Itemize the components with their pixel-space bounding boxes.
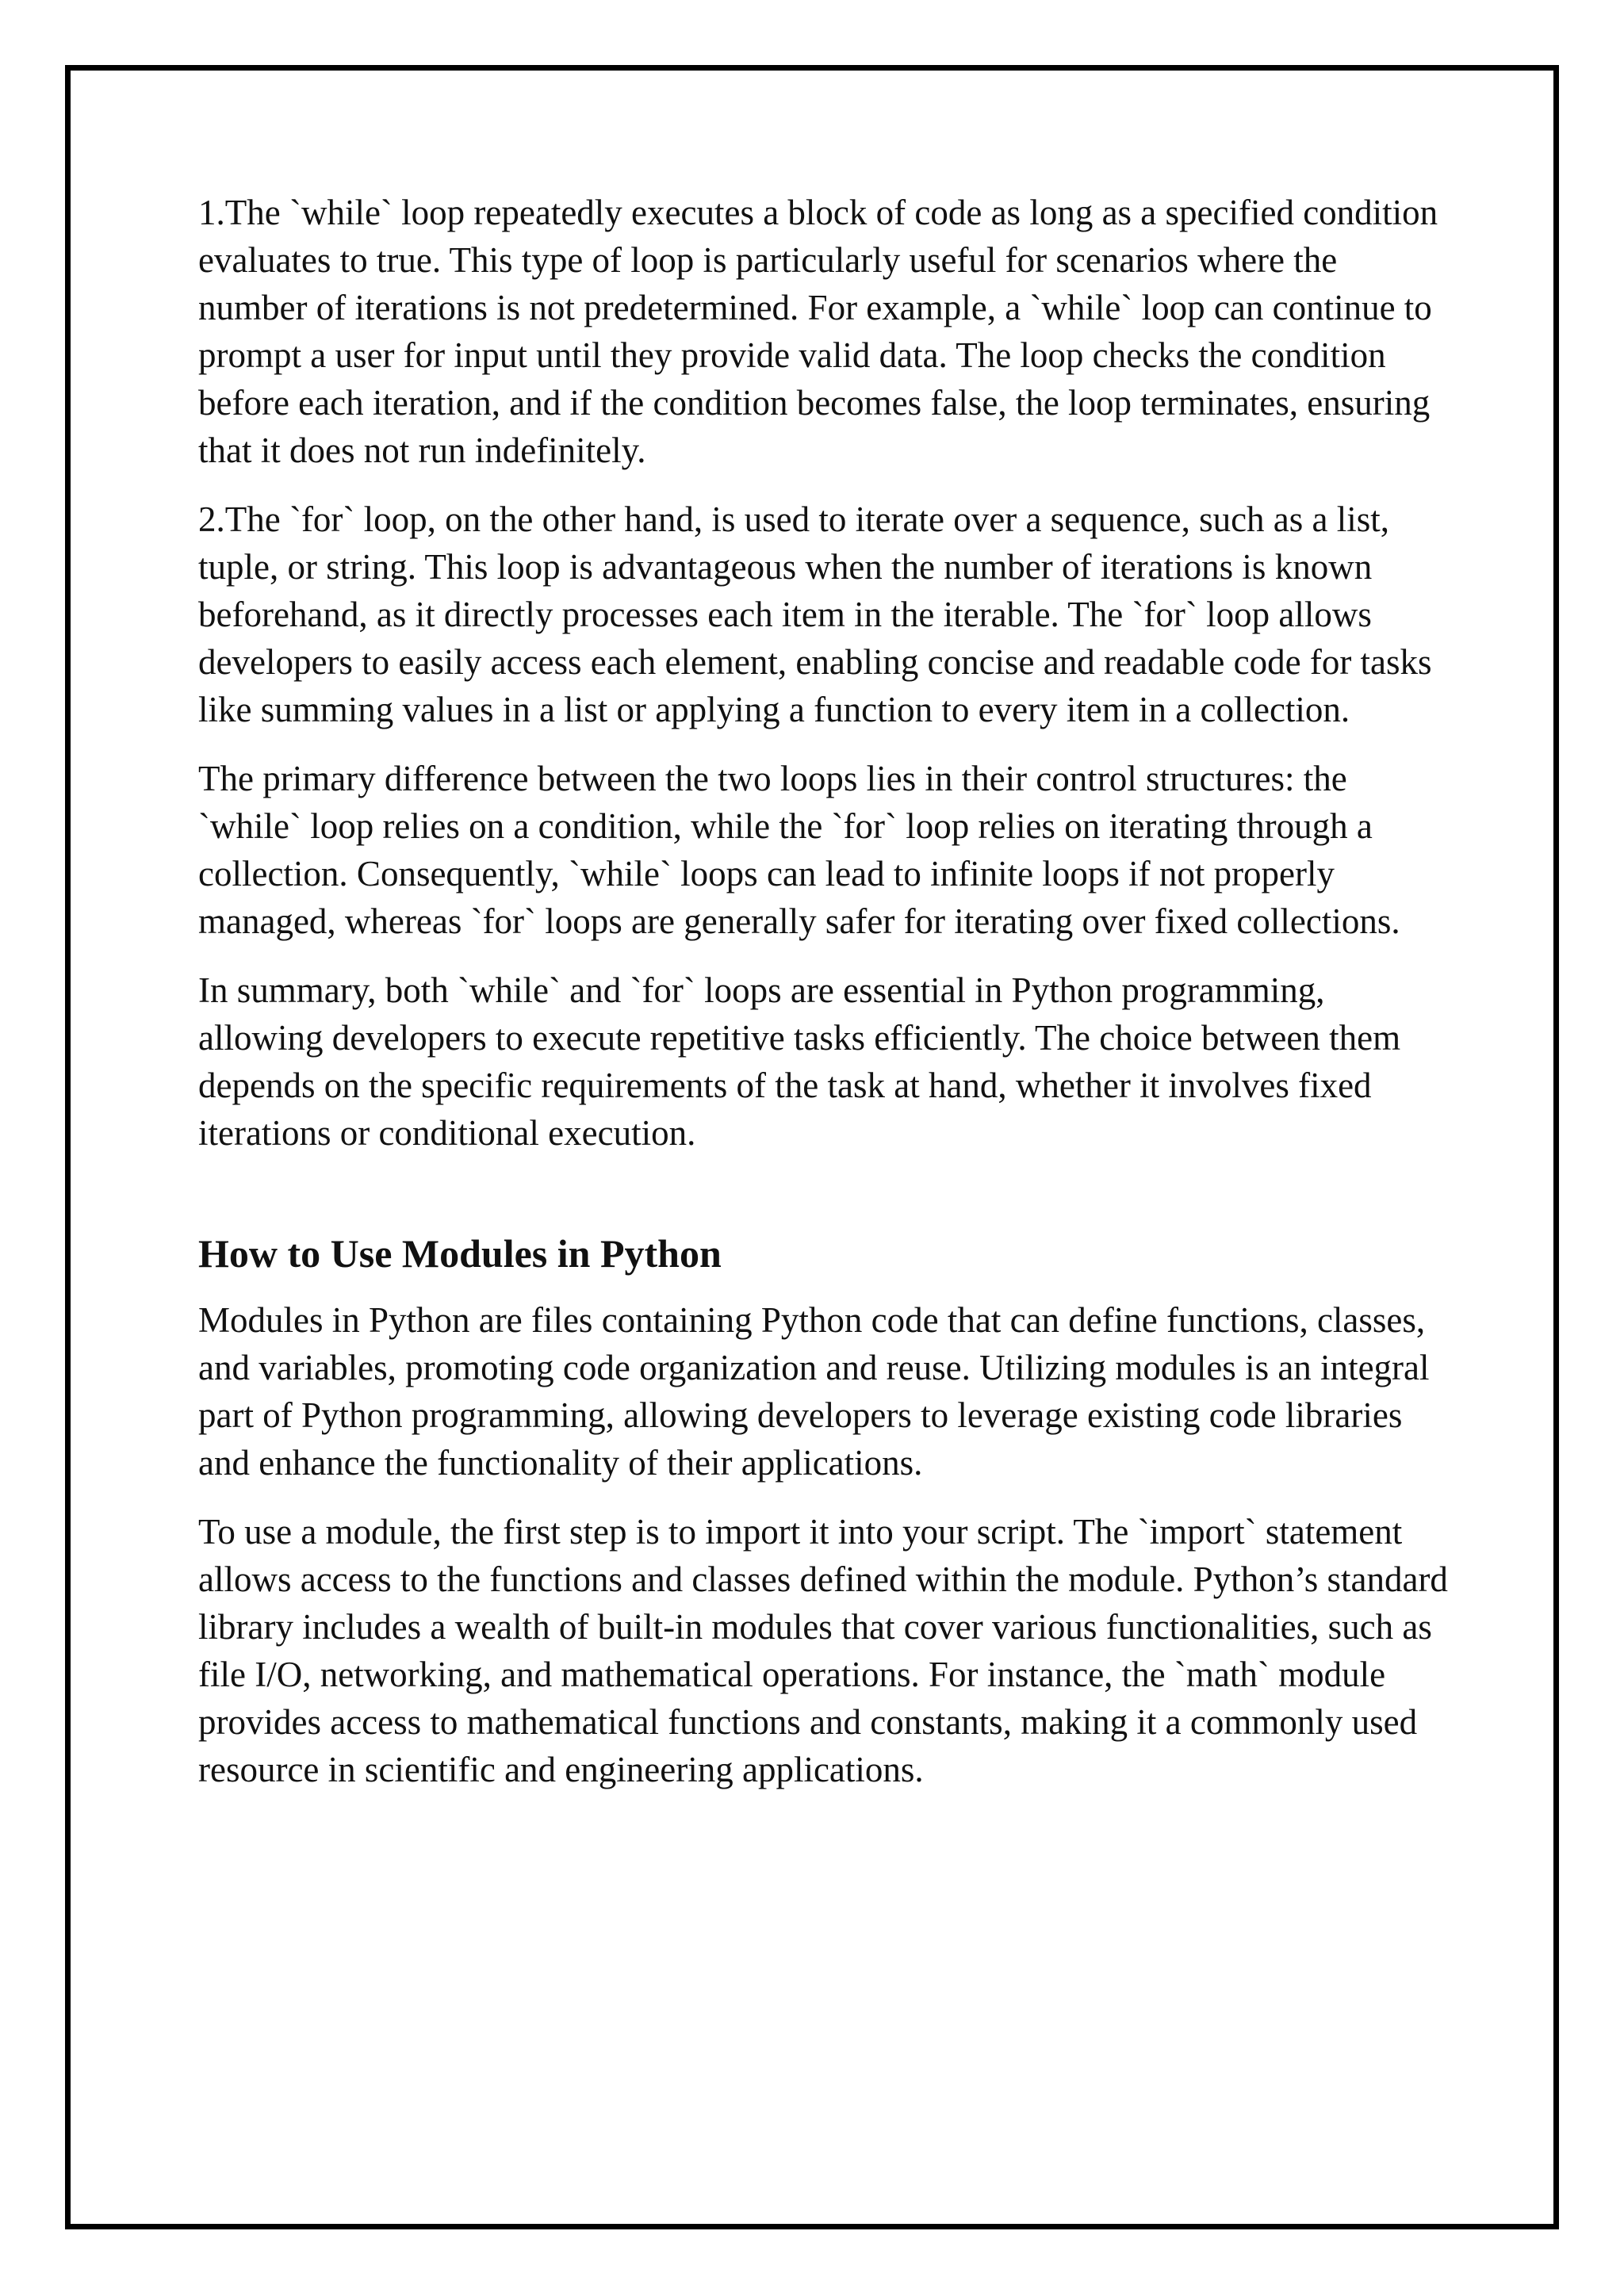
paragraph-for-loop: 2.The `for` loop, on the other hand, is used to iterate over a sequence, such as a list, tuple, or string. This loop is advantageous when the number of iterations is known beforehand, as it directly processes each item in the iterable. The `for` loop allows developers to easily access each element, enabling concise and readable code for tasks like summing values in a list or applying a function to every item in a collection. <box>198 499 1432 729</box>
section-heading: How to Use Modules in Python <box>198 1231 722 1276</box>
paragraph-difference: The primary difference between the two loops lies in their control structures: the `while` loop relies on a condition, while the `for` loop relies on iterating through a collection. Consequently, `while` loops can lead to infinite loops if not properly managed, whereas `for` loops are generally safer for iterating over fixed collections. <box>198 759 1400 941</box>
paragraph-modules-import: To use a module, the first step is to import it into your script. The `import` statement allows access to the functions and classes defined within the module. Python’s standard library includes a wealth of built-in modules that cover various functionalities, such as file I/O, networking, and mathematical operations. For instance, the `math` module provides access to mathematical functions and constants, making it a commonly used resource in scientific and engineering applications. <box>198 1512 1448 1789</box>
paragraph-summary: In summary, both `while` and `for` loops are essential in Python programming, allowing developers to execute repetitive tasks efficiently. The choice between them depends on the specific requirements of the task at hand, whether it involves fixed iterations or conditional execution. <box>198 970 1401 1153</box>
paragraph-modules-intro: Modules in Python are files containing Python code that can define functions, classes, and variables, promoting code organization and reuse. Utilizing modules is an integral part of Python programming, allowing developers to leverage existing code libraries and enhance the functionality of their applications. <box>198 1300 1430 1483</box>
document-body <box>198 189 1451 1815</box>
paragraph-while-loop: 1.The `while` loop repeatedly executes a block of code as long as a specified condition evaluates to true. This type of loop is particularly useful for scenarios where the number of iterations is not predetermined. For example, a `while` loop can continue to prompt a user for input until they provide valid data. The loop checks the condition before each iteration, and if the condition becomes false, the loop terminates, ensuring that it does not run indefinitely. <box>198 193 1438 470</box>
